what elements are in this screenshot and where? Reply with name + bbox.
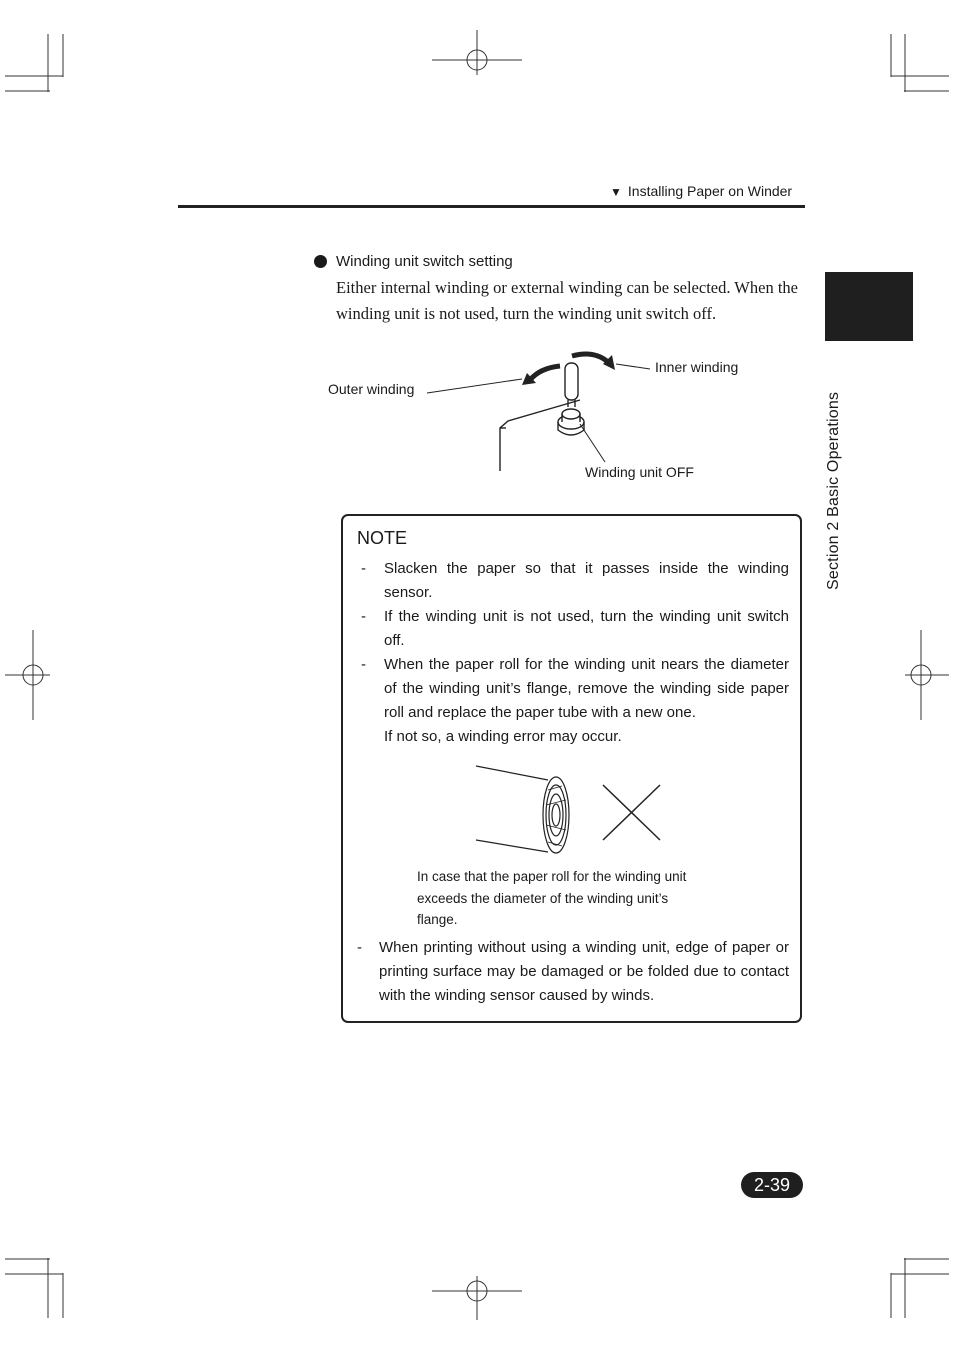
note-list-continued [357,936,789,1008]
note-item-subtext: If not so, a winding error may occur. [384,728,622,745]
note-dash: - [361,608,366,625]
note-dash: - [361,656,366,673]
header-rule [178,205,805,208]
note-title: NOTE [357,528,408,548]
bullet-dot-icon [314,255,327,268]
note-list [357,557,789,749]
roll-figure-caption: In case that the paper roll for the winding unit exceeds the diameter of the winding unit’s flange. [417,869,687,927]
note-dash: - [357,939,362,956]
page-number-badge: 2-39 [741,1172,803,1198]
section-tab-block [825,272,913,341]
note-dash: - [361,560,366,577]
running-header-title: Installing Paper on Winder [627,183,793,199]
note-item-body [384,653,789,749]
triangle-down-icon: ▼ [610,185,622,199]
outer-winding-label: Outer winding [328,381,415,397]
note-item [357,605,789,653]
oversized-roll-figure [470,760,670,860]
intro-paragraph: Either internal winding or external winding can be selected. When the winding unit is not used, turn the winding unit switch off. [336,278,798,323]
bullet-title: Winding unit switch setting [336,253,513,270]
winding-switch-figure [420,348,660,478]
note-item-text: If the winding unit is not used, turn the winding unit switch off. [384,608,789,649]
note-item-text: When printing without using a winding unit, edge of paper or printing surface may be damaged or be folded due to contact with the winding sensor caused by winds. [379,939,789,1004]
note-item [357,557,789,605]
note-item-text: Slacken the paper so that it passes inside the winding sensor. [384,560,789,601]
winding-unit-off-label: Winding unit OFF [585,464,694,480]
inner-winding-label: Inner winding [655,359,739,375]
note-item-text: When the paper roll for the winding unit nears the diameter of the winding unit’s flange, remove the winding side paper roll and replace the paper tube with a new one. [384,656,789,721]
section-tab-label: Section 2 Basic Operations [825,391,842,590]
note-item [357,936,789,1008]
note-item [357,653,789,749]
running-header [610,183,800,199]
